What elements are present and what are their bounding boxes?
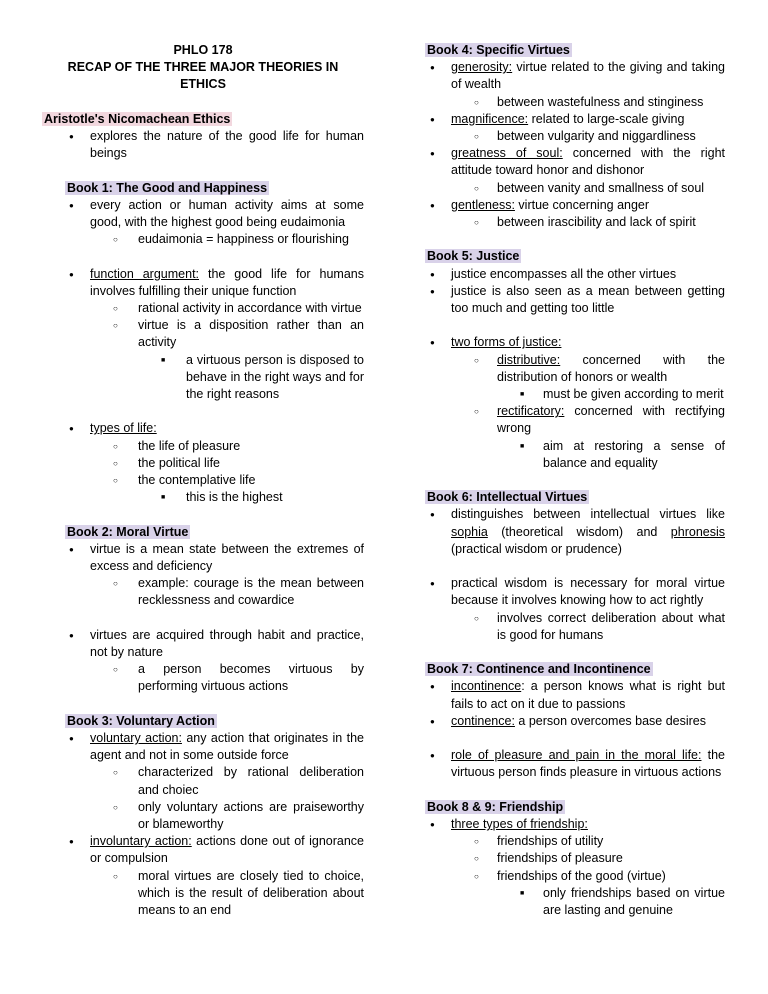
bullet-item: [42, 197, 364, 231]
bullet-text: [186, 353, 364, 401]
bullet-item: [425, 334, 725, 351]
bullet-text: [138, 318, 364, 349]
text-segment: only voluntary actions are praiseworthy or blameworthy: [138, 799, 364, 832]
bullet-item: [425, 214, 725, 231]
text-segment: the political life: [138, 455, 220, 470]
bullet-text: [451, 146, 725, 177]
section-heading-text: Book 7: Continence and Incontinence: [427, 662, 651, 677]
bullet-item: [425, 438, 725, 472]
text-segment: the contemplative life: [138, 473, 256, 488]
right-column: [425, 42, 725, 919]
text-segment: between vulgarity and niggardliness: [497, 129, 696, 144]
bullet-item: [425, 850, 725, 867]
bullet-item: [425, 816, 725, 833]
bullet-text: [90, 421, 157, 435]
text-segment: a person overcomes base desires: [514, 713, 707, 728]
bullet-disc-icon: ●: [430, 682, 435, 692]
section-heading: [425, 42, 725, 59]
bullet-circle-icon: ○: [113, 871, 118, 881]
bullet-square-icon: ■: [520, 391, 525, 399]
text-segment: virtue is a disposition rather than an activity: [138, 318, 364, 350]
bullet-item: [42, 489, 364, 506]
section-heading-text: Book 8 & 9: Friendship: [427, 799, 564, 814]
bullet-text: [451, 267, 676, 281]
bullet-text: [138, 473, 255, 487]
bullet-circle-icon: ○: [474, 407, 479, 417]
bullet-text: [543, 439, 725, 470]
bullet-item: [42, 420, 364, 437]
bullet-text: [451, 507, 725, 555]
bullet-item: [42, 352, 364, 404]
bullet-item: [425, 506, 725, 558]
text-segment: sophia: [451, 524, 488, 539]
text-segment: justice encompasses all the other virtues: [451, 266, 677, 281]
bullet-circle-icon: ○: [474, 218, 479, 228]
bullet-disc-icon: ●: [430, 286, 435, 296]
bullet-square-icon: ■: [161, 494, 166, 502]
text-segment: incontinence: [451, 679, 522, 694]
bullet-item: [425, 386, 725, 403]
text-segment: practical wisdom is necessary for moral virtue because it involves knowing how to act rightly: [451, 576, 725, 608]
doc-title-line: ETHICS: [180, 77, 226, 92]
bullet-item: [425, 575, 725, 609]
bullet-disc-icon: ●: [430, 149, 435, 159]
bullet-disc-icon: ●: [69, 200, 74, 210]
text-segment: rational activity in accordance with virtue: [138, 301, 362, 315]
bullet-item: [42, 300, 364, 317]
text-segment: voluntary action:: [90, 731, 182, 746]
bullet-circle-icon: ○: [474, 183, 479, 193]
bullet-item: [425, 128, 725, 145]
bullet-item: [42, 868, 364, 920]
bullet-text: [497, 215, 696, 229]
bullet-text: [451, 679, 725, 710]
bullet-text: [138, 662, 364, 693]
bullet-item: [425, 59, 725, 93]
bullet-item: [425, 197, 725, 214]
text-segment: actions done out of ignorance or compulsion: [90, 834, 364, 866]
text-segment: virtue is a mean state between the extremes of excess and deficiency: [90, 541, 364, 574]
bullet-circle-icon: ○: [474, 837, 479, 847]
text-segment: (practical wisdom or prudence): [451, 541, 622, 556]
bullet-text: [451, 748, 725, 779]
bullet-disc-icon: ●: [430, 510, 435, 520]
bullet-circle-icon: ○: [113, 476, 118, 486]
bullet-circle-icon: ○: [474, 355, 479, 365]
bullet-text: [90, 267, 364, 298]
bullet-text: [451, 284, 725, 315]
bullet-text: [90, 628, 364, 659]
text-segment: three types of friendship:: [451, 817, 588, 832]
bullet-circle-icon: ○: [113, 321, 118, 331]
bullet-item: [425, 180, 725, 197]
section-heading-text: Book 5: Justice: [427, 249, 520, 264]
section-heading: [65, 713, 364, 730]
bullet-item: [42, 231, 364, 248]
bullet-disc-icon: ●: [430, 579, 435, 589]
text-segment: related to large-scale giving: [528, 111, 685, 126]
bullet-disc-icon: ●: [69, 269, 74, 279]
bullet-item: [42, 472, 364, 489]
text-segment: the virtuous person finds pleasure in virtuous actions: [451, 748, 725, 780]
bullet-square-icon: ■: [161, 356, 166, 364]
bullet-item: [425, 868, 725, 885]
bullet-item: [42, 661, 364, 695]
bullet-disc-icon: ●: [430, 751, 435, 761]
text-segment: virtue related to the giving and taking of wealth: [451, 60, 725, 92]
bullet-text: [497, 129, 696, 143]
bullet-circle-icon: ○: [474, 854, 479, 864]
bullet-text: [138, 301, 362, 315]
bullet-item: [425, 678, 725, 712]
bullet-text: [138, 800, 364, 831]
bullet-disc-icon: ●: [430, 200, 435, 210]
bullet-text: [497, 834, 603, 848]
text-segment: example: courage is the mean between recklessness and cowardice: [138, 576, 364, 608]
text-segment: friendships of utility: [497, 834, 604, 849]
bullet-disc-icon: ●: [69, 630, 74, 640]
bullet-text: [497, 404, 725, 435]
bullet-text: [497, 95, 703, 109]
section-heading: [65, 180, 364, 197]
text-segment: two forms of justice:: [451, 335, 562, 350]
section-heading: [425, 489, 725, 506]
text-segment: types of life:: [90, 421, 157, 436]
section-heading-text: Book 3: Voluntary Action: [67, 713, 215, 728]
text-segment: involves correct deliberation about what is good for humans: [497, 610, 725, 642]
bullet-item: [42, 627, 364, 661]
text-segment: explores the nature of the good life for human beings: [90, 129, 364, 161]
text-segment: generosity:: [451, 60, 513, 75]
text-segment: distributive:: [497, 352, 561, 367]
text-segment: the good life for humans involves fulfilling their unique function: [90, 266, 364, 298]
section-heading-text: Book 4: Specific Virtues: [427, 43, 570, 57]
bullet-text: [138, 456, 220, 470]
bullet-item: [42, 833, 364, 867]
bullet-item: [42, 541, 364, 575]
doc-title: [42, 42, 364, 94]
bullet-item: [425, 266, 725, 283]
bullet-item: [425, 747, 725, 781]
text-segment: virtues are acquired through habit and practice, not by nature: [90, 627, 364, 660]
bullet-disc-icon: ●: [69, 837, 74, 847]
text-segment: greatness of soul:: [451, 146, 563, 161]
bullet-item: [425, 145, 725, 179]
bullet-circle-icon: ○: [113, 768, 118, 778]
text-segment: function argument:: [90, 266, 200, 281]
bullet-circle-icon: ○: [474, 613, 479, 623]
text-segment: concerned with rectifying wrong: [497, 404, 725, 436]
bullet-text: [451, 576, 725, 607]
bullet-item: [42, 128, 364, 162]
bullet-disc-icon: ●: [69, 132, 74, 141]
bullet-disc-icon: ●: [430, 63, 435, 73]
bullet-item: [42, 799, 364, 833]
bullet-text: [497, 851, 623, 865]
text-segment: moral virtues are closely tied to choice, which is the result of deliberation about means to an end: [138, 868, 364, 918]
section-heading-text: Aristotle's Nicomachean Ethics: [44, 111, 231, 126]
bullet-item: [42, 438, 364, 455]
section-heading-text: Book 6: Intellectual Virtues: [427, 490, 588, 505]
bullet-text: [138, 439, 240, 453]
bullet-item: [42, 266, 364, 300]
bullet-circle-icon: ○: [113, 802, 118, 812]
bullet-item: [425, 111, 725, 128]
bullet-item: [425, 403, 725, 437]
bullet-text: [138, 765, 364, 796]
text-segment: between wastefulness and stinginess: [497, 94, 704, 109]
bullet-text: [138, 869, 364, 917]
text-segment: characterized by rational deliberation and choiec: [138, 765, 364, 797]
text-segment: only friendships based on virtue are lasting and genuine: [543, 885, 725, 918]
bullet-disc-icon: ●: [69, 544, 74, 554]
text-segment: eudaimonia = happiness or flourishing: [138, 232, 349, 247]
bullet-circle-icon: ○: [474, 132, 479, 142]
bullet-text: [90, 198, 364, 229]
bullet-text: [451, 198, 649, 212]
text-segment: virtue concerning anger: [514, 197, 650, 212]
bullet-item: [42, 455, 364, 472]
bullet-text: [497, 181, 704, 195]
text-segment: involuntary action:: [90, 834, 192, 849]
bullet-item: [42, 575, 364, 609]
bullet-item: [425, 713, 725, 730]
bullet-item: [425, 885, 725, 919]
section-heading-text: Book 1: The Good and Happiness: [67, 180, 268, 195]
bullet-circle-icon: ○: [113, 458, 118, 468]
text-segment: phronesis: [670, 524, 725, 539]
text-segment: between vanity and smallness of soul: [497, 180, 705, 195]
bullet-disc-icon: ●: [430, 338, 435, 348]
bullet-circle-icon: ○: [113, 304, 118, 313]
bullet-text: [543, 387, 724, 401]
text-segment: must be given according to merit: [543, 387, 724, 402]
text-segment: this is the highest: [186, 490, 283, 505]
bullet-text: [497, 869, 666, 883]
bullet-item: [425, 833, 725, 850]
bullet-text: [451, 714, 706, 728]
section-heading: [42, 111, 364, 128]
bullet-text: [451, 817, 588, 831]
bullet-circle-icon: ○: [474, 871, 479, 881]
bullet-square-icon: ■: [520, 889, 525, 897]
bullet-circle-icon: ○: [474, 97, 479, 107]
section-heading: [65, 524, 364, 541]
text-segment: role of pleasure and pain in the moral life:: [451, 748, 702, 763]
text-segment: the life of pleasure: [138, 438, 241, 453]
bullet-text: [186, 490, 283, 504]
bullet-item: [42, 730, 364, 764]
text-segment: rectificatory:: [497, 404, 565, 419]
bullet-item: [425, 283, 725, 317]
text-segment: a person becomes virtuous by performing virtuous actions: [138, 662, 364, 694]
bullet-disc-icon: ●: [430, 716, 435, 726]
text-segment: any action that originates in the agent and not in some outside force: [90, 731, 364, 763]
text-segment: aim at restoring a sense of balance and equality: [543, 438, 725, 470]
doc-title-line: RECAP OF THE THREE MAJOR THEORIES IN: [67, 60, 339, 75]
text-segment: continence:: [451, 713, 515, 728]
bullet-disc-icon: ●: [430, 269, 435, 279]
bullet-square-icon: ■: [520, 442, 525, 450]
bullet-text: [497, 353, 725, 384]
bullet-item: [425, 352, 725, 386]
text-segment: concerned with the distribution of honors or wealth: [497, 352, 725, 384]
bullet-circle-icon: ○: [113, 441, 118, 451]
bullet-item: [42, 764, 364, 798]
section-heading: [425, 661, 725, 678]
bullet-circle-icon: ○: [113, 665, 118, 675]
doc-title-line: PHLO 178: [173, 43, 233, 57]
section-heading: [425, 248, 725, 265]
bullet-circle-icon: ○: [113, 579, 118, 589]
bullet-item: [42, 317, 364, 351]
bullet-circle-icon: ○: [113, 235, 118, 245]
text-segment: distinguishes between intellectual virtues like: [451, 507, 725, 522]
bullet-text: [90, 834, 364, 865]
bullet-text: [138, 232, 349, 246]
bullet-disc-icon: ●: [430, 820, 435, 830]
text-segment: every action or human activity aims at some good, with the highest good being eudaimonia: [90, 197, 364, 229]
text-segment: justice is also seen as a mean between getting too much and getting too little: [451, 283, 725, 316]
left-column: [42, 42, 364, 919]
bullet-text: [543, 886, 725, 917]
bullet-item: [425, 610, 725, 644]
bullet-disc-icon: ●: [69, 734, 74, 744]
text-segment: : a person knows what is right but fails to act on it due to passions: [451, 679, 725, 711]
section-heading: [425, 799, 725, 816]
text-segment: gentleness:: [451, 197, 515, 212]
bullet-disc-icon: ●: [69, 424, 74, 434]
text-segment: between irascibility and lack of spirit: [497, 215, 696, 230]
bullet-disc-icon: ●: [430, 114, 435, 124]
bullet-text: [451, 112, 684, 126]
section-heading-text: Book 2: Moral Virtue: [67, 524, 189, 539]
bullet-text: [138, 576, 364, 607]
bullet-text: [497, 611, 725, 642]
text-segment: (theoretical wisdom) and: [487, 524, 671, 539]
bullet-text: [90, 731, 364, 762]
text-segment: concerned with the right attitude toward honor and dishonor: [451, 146, 725, 178]
text-segment: friendships of pleasure: [497, 851, 623, 866]
text-segment: magnificence:: [451, 111, 529, 126]
bullet-text: [451, 60, 725, 91]
text-segment: a virtuous person is disposed to behave in the right ways and for the right reasons: [186, 352, 364, 402]
bullet-text: [451, 335, 561, 349]
bullet-item: [425, 94, 725, 111]
bullet-text: [90, 542, 364, 573]
text-segment: friendships of the good (virtue): [497, 868, 666, 883]
bullet-text: [90, 129, 364, 160]
